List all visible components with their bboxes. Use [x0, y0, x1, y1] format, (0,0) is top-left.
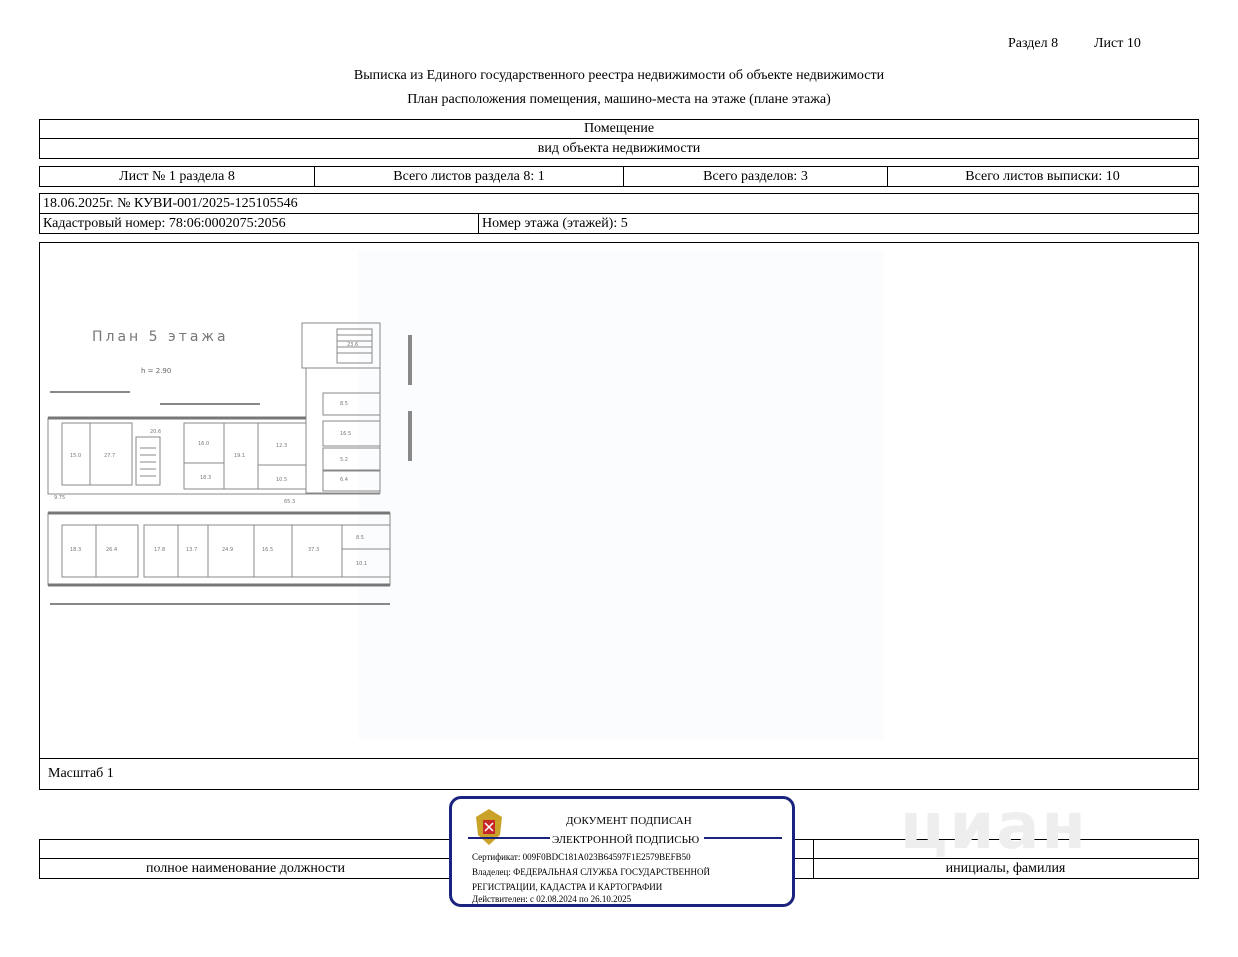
svg-text:24.9: 24.9 [222, 547, 234, 553]
svg-text:16.5: 16.5 [340, 431, 352, 437]
sheet-no: Лист № 1 раздела 8 [40, 167, 315, 186]
plan-height-label: h = 2.90 [141, 367, 172, 375]
svg-text:19.1: 19.1 [234, 453, 246, 459]
stamp-line1: ДОКУМЕНТ ПОДПИСАН [566, 815, 692, 827]
svg-text:6.4: 6.4 [340, 477, 348, 483]
name-caption: инициалы, фамилия [945, 860, 1066, 876]
svg-text:16.0: 16.0 [198, 441, 210, 447]
scale-box [39, 758, 1199, 790]
svg-text:13.7: 13.7 [186, 547, 198, 553]
electronic-signature-stamp [449, 796, 795, 907]
svg-text:37.3: 37.3 [308, 547, 320, 553]
floor-plan-frame [39, 242, 1199, 759]
document-subtitle: План расположения помещения, машино-места на этаже (плане этажа) [407, 92, 831, 107]
object-type-caption: вид объекта недвижимости [537, 140, 701, 156]
object-type-caption-row [39, 139, 1199, 159]
svg-text:26.4: 26.4 [106, 547, 118, 553]
stamp-line2: ЭЛЕКТРОННОЙ ПОДПИСЬЮ [552, 834, 700, 846]
signature-position-blank [40, 840, 452, 858]
position-caption: полное наименование должности [40, 859, 452, 878]
svg-text:5.2: 5.2 [340, 457, 348, 463]
svg-text:20.6: 20.6 [150, 429, 162, 435]
document-title: Выписка из Единого государственного реестра недвижимости об объекте недвижимости [353, 68, 885, 83]
watermark-logo: циан [900, 790, 1088, 864]
svg-text:8.5: 8.5 [356, 535, 364, 541]
svg-text:18.3: 18.3 [70, 547, 82, 553]
svg-text:10.5: 10.5 [276, 477, 288, 483]
svg-text:27.7: 27.7 [104, 453, 116, 459]
stamp-valid: Действителен: с 02.08.2024 по 26.10.2025 [472, 894, 632, 904]
cadastral-row [39, 213, 1199, 234]
svg-text:9.75: 9.75 [54, 495, 66, 501]
svg-text:8.5: 8.5 [340, 401, 348, 407]
stamp-owner-1: Владелец: ФЕДЕРАЛЬНАЯ СЛУЖБА ГОСУДАРСТВЕННОЙ [472, 867, 711, 877]
floor-number: Номер этажа (этажей): 5 [482, 215, 628, 231]
svg-text:12.3: 12.3 [276, 443, 288, 449]
object-type: Помещение [583, 121, 655, 136]
sheet-info-row [39, 166, 1199, 187]
svg-text:17.8: 17.8 [154, 547, 166, 553]
svg-text:15.0: 15.0 [70, 453, 82, 459]
plan-title: План 5 этажа [92, 329, 229, 345]
sheet-number: Лист 10 [1094, 36, 1141, 51]
registration-number: 18.06.2025г. № КУВИ-001/2025-125105546 [43, 195, 298, 211]
registration-row [39, 193, 1199, 214]
object-type-row [39, 119, 1199, 139]
section-number: Раздел 8 [1008, 36, 1059, 51]
svg-text:65.3: 65.3 [284, 499, 296, 505]
stamp-certificate: Сертификат: 009F0BDC181A023B64597F1E2579BEFB50 [472, 852, 691, 862]
floor-plan-drawing [40, 243, 1197, 757]
svg-text:18.3: 18.3 [200, 475, 212, 481]
total-sheets-extract: Всего листов выписки: 10 [965, 168, 1120, 184]
total-sections: Всего разделов: 3 [624, 167, 888, 186]
svg-text:23.6: 23.6 [347, 342, 359, 348]
total-sheets-section: Всего листов раздела 8: 1 [315, 167, 624, 186]
cadastral-number: Кадастровый номер: 78:06:0002075:2056 [40, 214, 479, 233]
svg-text:10.1: 10.1 [356, 561, 368, 567]
svg-text:16.5: 16.5 [262, 547, 274, 553]
stamp-owner-2: РЕГИСТРАЦИИ, КАДАСТРА И КАРТОГРАФИИ [472, 882, 663, 892]
scale-label: Масштаб 1 [48, 766, 114, 781]
